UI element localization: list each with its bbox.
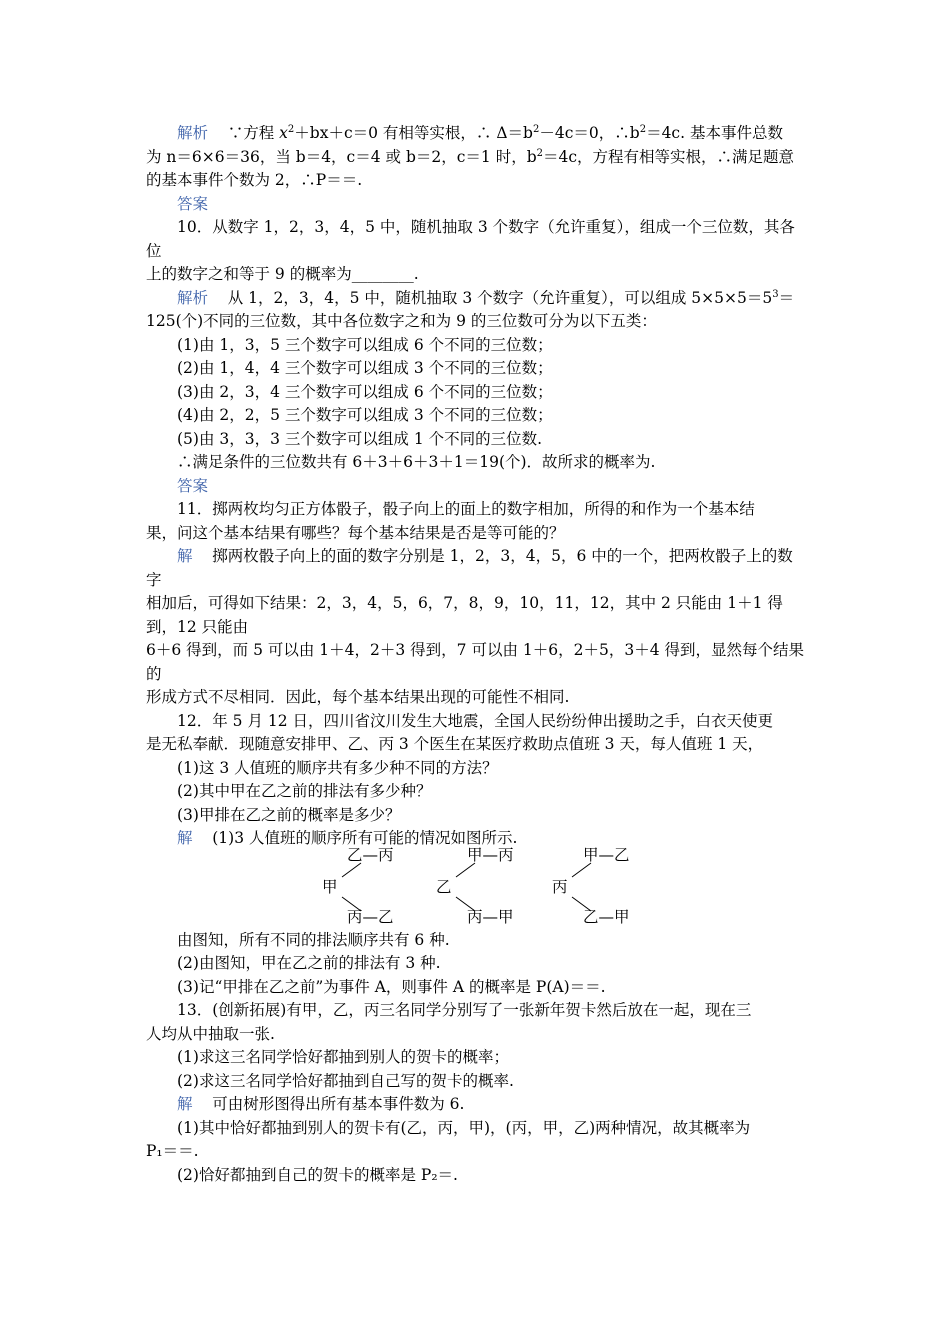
tree-root: 丙 — [552, 877, 568, 896]
tree-bottom-leaf: 丙—乙 — [347, 907, 394, 926]
q10-case: (3)由 2，3，4 三个数字可以组成 6 个不同的三位数； — [177, 382, 553, 401]
q9-solution-label: 解析 — [177, 124, 209, 142]
q11-stem-line-1: 11．掷两枚均匀正方体骰子，骰子向上的面上的数字相加，所得的和作为一个基本结 — [177, 500, 755, 518]
q10-conclusion: ∴满足条件的三位数共有 6＋3＋6＋3＋1＝19(个)．故所求的概率为. — [177, 453, 656, 471]
q12-part-2: (2)由图知，甲在乙之前的排法有 3 种. — [177, 954, 441, 972]
q13-stem-line-1: 13．(创新拓展)有甲，乙，丙三名同学分别写了一张新年贺卡然后放在一起，现在三 — [177, 1001, 752, 1019]
q10-solution-line-2: 125(个)不同的三位数，其中各位数字之和为 9 的三位数可分为以下五类： — [146, 312, 657, 330]
tree-branch — [552, 845, 662, 929]
q12-solution-label: 解 — [177, 829, 193, 847]
q12-solution-intro: 解 (1)3 人值班的顺序所有可能的情况如图所示. — [177, 829, 518, 847]
q13-solution-intro: 解 可由树形图得出所有基本事件数为 6. — [177, 1095, 465, 1113]
q10-solution-line-1: 解析 从 1，2，3，4，5 中，随机抽取 3 个数字（允许重复），可以组成 $5\times 5\times 5=5^3=$ — [177, 288, 795, 307]
q9-solution-line-2: 为 n＝6×6＝36，当 b＝4，c＝4 或 b＝2，c＝1 时，$b^2=4c$，方程有相等实根，∴满足题意 — [146, 147, 795, 166]
q13-question: (1)求这三名同学恰好都抽到别人的贺卡的概率； — [177, 1048, 509, 1066]
q10-stem-line-1: 10．从数字 1，2，3，4，5 中，随机抽取 3 个数字（允许重复），组成一个三位数，其各位 — [146, 218, 795, 260]
q10-solution-label: 解析 — [177, 288, 209, 307]
tree-bottom-leaf: 丙—甲 — [467, 907, 514, 926]
q13-part-2: (2)恰好都抽到自己的贺卡的概率是 P₂＝. — [177, 1165, 458, 1184]
q13-solution-label: 解 — [177, 1095, 193, 1113]
q13-part-1-line-1: (1)其中恰好都抽到别人的贺卡有(乙，丙，甲)，(丙，甲，乙)两种情况，故其概率为 — [177, 1118, 751, 1137]
q12-question: (3)甲排在乙之前的概率是多少？ — [177, 805, 401, 824]
q13-part-1-line-2: P₁＝＝. — [146, 1142, 199, 1160]
q11-stem-line-2: 果，问这个基本结果有哪些？每个基本结果是否是等可能的？ — [146, 523, 565, 542]
q10-case: (4)由 2，2，5 三个数字可以组成 3 个不同的三位数； — [177, 406, 553, 424]
q11-solution-line-1: 解 掷两枚骰子向上的面的数字分别是 1，2，3，4，5，6 中的一个，把两枚骰子上的数字 — [146, 547, 793, 589]
q9-solution-line-1: 解析 ∵方程 $x^2+bx+c=0$ 有相等实根，∴ $\Delta=b^2-4c=0$，$\therefore b^2=4c$. 基本事件总数 — [177, 123, 783, 142]
tree-top-leaf: 乙—丙 — [347, 845, 394, 864]
q12-stem-line-2: 是无私奉献．现随意安排甲、乙、丙 3 个医生在某医疗救助点值班 3 天，每人值班 1 天， — [146, 735, 764, 753]
q11-solution-line-3: 6＋6 得到，而 5 可以由 1＋4，2＋3 得到，7 可以由 1＋6，2＋5，3＋4 得到，显然每个结果的 — [146, 641, 804, 683]
q11-solution-line-4: 形成方式不尽相同．因此，每个基本结果出现的可能性不相同. — [146, 688, 570, 706]
tree-root: 乙 — [436, 877, 452, 896]
q10-answer-label: 答案 — [177, 476, 209, 495]
q12-stem-line-1: 12．年 5 月 12 日，四川省汶川发生大地震，全国人民纷纷伸出援助之手，白衣天使更 — [177, 711, 774, 730]
tree-diagram — [146, 845, 808, 929]
q9-answer-label: 答案 — [177, 194, 209, 213]
document-body — [146, 122, 808, 1187]
q12-question: (2)其中甲在乙之前的排法有多少种？ — [177, 782, 432, 800]
q9-solution-line-3: 的基本事件个数为 2，∴P＝＝. — [146, 171, 363, 189]
tree-top-leaf: 甲—丙 — [467, 845, 514, 864]
q12-part-3: (3)记“甲排在乙之前”为事件 A，则事件 A 的概率是 P(A)＝＝. — [177, 977, 606, 996]
q12-question: (1)这 3 人值班的顺序共有多少种不同的方法？ — [177, 758, 498, 777]
tree-bottom-leaf: 乙—甲 — [583, 907, 630, 926]
q11-solution-line-2: 相加后，可得如下结果：2，3，4，5，6，7，8，9，10，11，12，其中 2 只能由 1＋1 得到，12 只能由 — [146, 594, 783, 636]
q11-solution-label: 解 — [177, 547, 193, 565]
q10-case: (2)由 1，4，4 三个数字可以组成 3 个不同的三位数； — [177, 359, 553, 377]
tree-top-leaf: 甲—乙 — [583, 845, 630, 864]
q13-stem-line-2: 人均从中抽取一张. — [146, 1024, 275, 1043]
q12-after-tree: 由图知，所有不同的排法顺序共有 6 种. — [177, 930, 450, 949]
tree-branch — [436, 845, 546, 929]
q10-stem-line-2: 上的数字之和等于 9 的概率为________. — [146, 265, 419, 283]
tree-root: 甲 — [322, 877, 338, 896]
q13-question: (2)求这三名同学恰好都抽到自己写的贺卡的概率. — [177, 1071, 514, 1090]
q10-case: (1)由 1，3，5 三个数字可以组成 6 个不同的三位数； — [177, 335, 553, 354]
q10-case: (5)由 3，3，3 三个数字可以组成 1 个不同的三位数. — [177, 429, 543, 448]
tree-branch — [322, 845, 432, 929]
